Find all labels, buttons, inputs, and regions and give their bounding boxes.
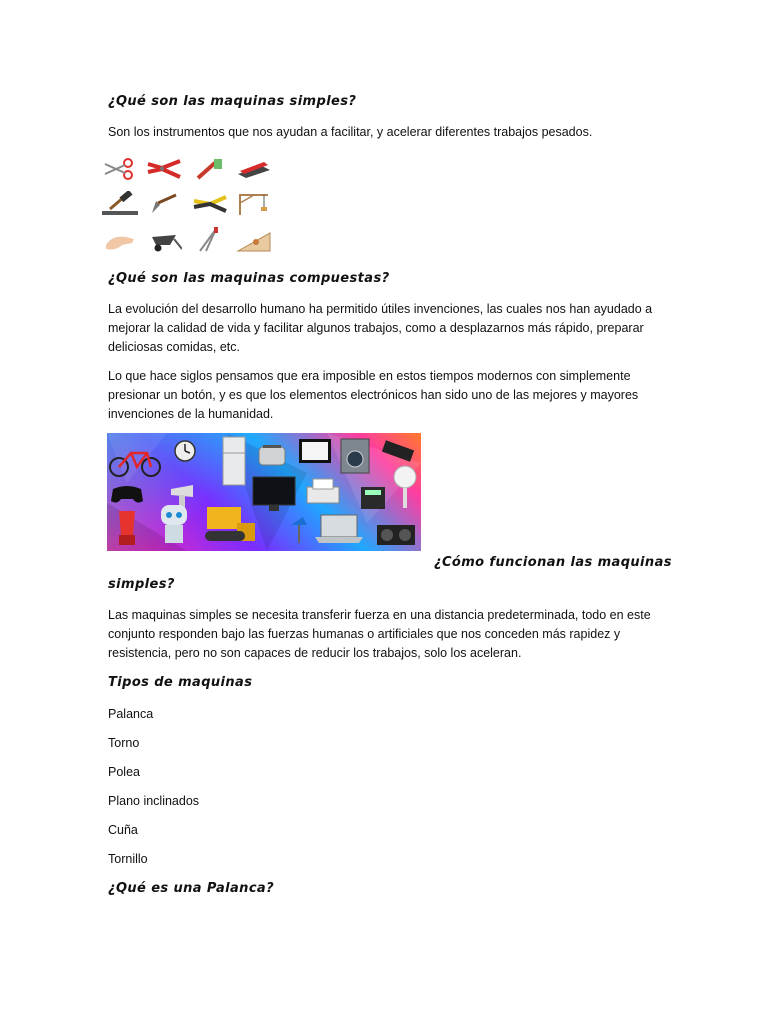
paragraph-how-work-line-1: Las maquinas simples se necesita transferir fuerza en una distancia predeterminada, todo en este (108, 608, 651, 622)
heading-simple-machines: ¿Qué son las maquinas simples? (108, 94, 357, 109)
hand-icon (102, 227, 138, 253)
stapler-icon (236, 156, 272, 182)
paragraph-electronics-line-1: Lo que hace siglos pensamos que era imposible en estos tiempos modernos con simplemente (108, 369, 631, 383)
list-item: Polea (108, 765, 140, 779)
robot-icon (161, 505, 187, 543)
wheelbarrow-icon (146, 227, 182, 253)
pliers-icon (146, 156, 182, 182)
tablet-icon (299, 439, 331, 463)
heading-how-work-part-1: ¿Cómo funcionan las maquinas (434, 555, 672, 570)
heading-how-work-part-2: simples? (108, 577, 175, 592)
washing-machine-icon (341, 439, 369, 473)
bulldozer-icon (205, 507, 255, 541)
scissors-icon (102, 156, 138, 182)
paragraph-evolution-line-2: mejorar la calidad de vida y facilitar algunos trabajos, como a desplazarnos más rápido, preparar (108, 321, 644, 335)
paragraph-simple-definition: Son los instrumentos que nos ayudan a facilitar, y acelerar diferentes trabajos pesados. (108, 125, 593, 139)
electronics-collage-image (107, 433, 421, 551)
fridge-icon (223, 437, 245, 485)
list-item: Plano inclinados (108, 794, 200, 808)
laptop-icon (315, 515, 363, 543)
wire-cutter-icon (192, 191, 228, 217)
hammer-icon (102, 191, 138, 217)
paragraph-electronics-line-3: invenciones de la humanidad. (108, 407, 274, 421)
shovel-icon (146, 191, 182, 217)
list-item: Torno (108, 736, 140, 750)
list-item: Cuña (108, 823, 138, 837)
scale-icon (361, 487, 385, 509)
paragraph-how-work-line-2: conjunto responden bajo las fuerzas humanas o artificiales que nos conceden más rapidez y (108, 627, 621, 641)
list-item: Palanca (108, 707, 154, 721)
toaster-icon (259, 445, 285, 465)
printer-icon (307, 479, 339, 503)
tongs-icon (192, 227, 228, 253)
paragraph-electronics-line-2: presionar un botón, y es que los elementos electrónicos han sido uno de las mejores y mayores (108, 388, 639, 402)
paragraph-how-work-line-3: resistencia, pero no son capaces de reducir los trabajos, solo los aceleran. (108, 646, 522, 660)
heading-machine-types: Tipos de maquinas (108, 675, 253, 690)
list-item: Tornillo (108, 852, 148, 866)
bottle-opener-icon (192, 156, 228, 182)
blender-icon (119, 511, 135, 545)
paragraph-evolution-line-1: La evolución del desarrollo humano ha permitido útiles invenciones, las cuales nos han ayudado a (108, 302, 653, 316)
gamepad-icon (111, 486, 143, 503)
lamp-icon (291, 517, 307, 543)
simple-tools-image (100, 153, 280, 257)
radio-icon (377, 525, 415, 545)
heading-what-is-lever: ¿Qué es una Palanca? (108, 881, 275, 896)
crane-icon (236, 191, 272, 217)
ramp-icon (236, 227, 272, 253)
clock-icon (175, 441, 195, 461)
paragraph-evolution-line-3: deliciosas comidas, etc. (108, 340, 241, 354)
heading-compound-machines: ¿Qué son las maquinas compuestas? (108, 271, 390, 286)
